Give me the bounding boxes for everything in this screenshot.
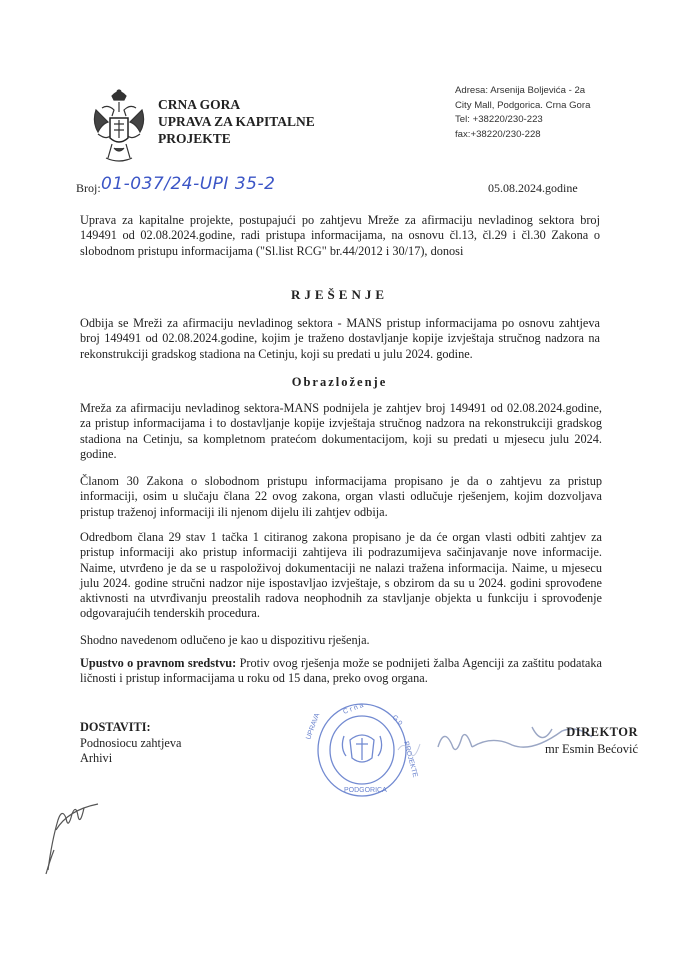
director-title: DIREKTOR <box>566 725 639 739</box>
svg-text:C r n a: C r n a <box>342 702 365 716</box>
delivery-item: Podnosiocu zahtjeva <box>80 735 182 750</box>
delivery-item: Arhivi <box>80 751 113 765</box>
svg-text:PROJEKTE: PROJEKTE <box>402 740 419 779</box>
intro-paragraph: Uprava za kapitalne projekte, postupajući po zahtjevu Mreže za afirmaciju nevladinog sektora broj 149491 od 02.08.2024.godine, radi pristupa informacijama, na osnovu čl.13, čl.29 i čl.30 Zakona o slobodnom pristupu informacijama ("Sl.list RCG" br.44/2012 i 30/17), donosi <box>80 213 600 258</box>
contact-block <box>455 84 590 142</box>
svg-text:UPRAVA: UPRAVA <box>305 712 322 741</box>
organization-name <box>158 96 315 147</box>
legal-remedy-label: Upustvo o pravnom sredstvu: <box>80 656 237 670</box>
org-line: UPRAVA ZA KAPITALNE <box>158 114 315 129</box>
contact-address: Adresa: Arsenija Boljevića - 2a <box>455 85 586 96</box>
reference-label: Broj: <box>76 181 101 195</box>
reference-number-handwritten: 01-037/24-UPI 35-2 <box>101 174 276 194</box>
document-date: 05.08.2024.godine <box>488 181 578 195</box>
explanation-paragraph-3: Odredbom člana 29 stav 1 tačka 1 citiranog zakona propisano je da će organ vlasti odbiti zahtjev za pristup informaciji ako pristup informaciji zahtijeva ili podrazumijeva sačinjavanje nove informacije. Naime, utvrđeno je da se u raspoloživoj dokumentaciji ne nalazi tražena informacija. Naime, u mjesecu julu 2024. godine stručni nadzor nije ispostavljao izvještaje, s obzirom da su u 2024. godini sprovođene aktivnosti na utvrđivanju preostalih radova neophodnih za stavljanje objekta u funkciju i sprovođenje odgovarajućih tenderskih procedura. <box>80 530 602 621</box>
delivery-list <box>80 720 181 767</box>
director-block <box>545 724 638 758</box>
legal-remedy-paragraph <box>80 656 602 687</box>
explanation-heading: Obrazloženje <box>291 375 388 389</box>
stamp-city: PODGORICA <box>344 787 387 794</box>
coat-of-arms-icon <box>88 88 150 166</box>
org-line: CRNA GORA <box>158 97 241 112</box>
contact-fax: fax:+38220/230-228 <box>455 128 541 140</box>
conclusion-paragraph: Shodno navedenom odlučeno je kao u dispozitivu rješenja. <box>80 633 370 647</box>
decision-heading: RJEŠENJE <box>290 287 389 302</box>
svg-text:G o: G o <box>390 714 404 727</box>
handwritten-initials <box>28 790 108 880</box>
contact-phone: Tel: +38220/230-223 <box>455 114 543 125</box>
delivery-heading: DOSTAVITI: <box>80 720 151 734</box>
decision-paragraph: Odbija se Mreži za afirmaciju nevladinog sektora - MANS pristup informacijama po osnovu zahtjeva broj 149491 od 02.08.2024.godine, kojim je traženo dostavljanje kopije izvještaja stručnog nadzora na rekonstrukciji gradskog stadiona na Cetinju, koji su predati u julu 2024. godine. <box>80 316 600 361</box>
contact-city: City Mall, Podgorica. Crna Gora <box>455 99 591 111</box>
explanation-paragraph-1: Mreža za afirmaciju nevladinog sektora-MANS podnijela je zahtjev broj 149491 od 02.08.2024.godine, za pristup informacijama i to dostavljanje kopije izvještaja stručnog nadzora na rekonstrukciji gradskog stadiona na Cetinju, sa kompletnom pratećom dokumentacijom, koji su predati u mjesecu julu 2024. godine. <box>80 401 602 461</box>
official-stamp <box>300 700 430 800</box>
explanation-paragraph-2: Članom 30 Zakona o slobodnom pristupu informacijama propisano je da o zahtjevu za pristup informaciji, osim u slučaju člana 22 ovog zakona, organ vlasti odlučuje rješenjem, kojim dozvoljava pristup traženoj informaciji ili njenom dijelu ili zahtjev odbija. <box>80 474 602 519</box>
legal-remedy-text: Protiv ovog rješenja može se podnijeti žalba Agenciji za zaštitu podataka ličnosti i pristup informacijama u roku od 15 dana, preko ovog organa. <box>80 656 602 686</box>
org-line: PROJEKTE <box>158 131 231 146</box>
director-name: mr Esmin Bećović <box>545 742 639 756</box>
